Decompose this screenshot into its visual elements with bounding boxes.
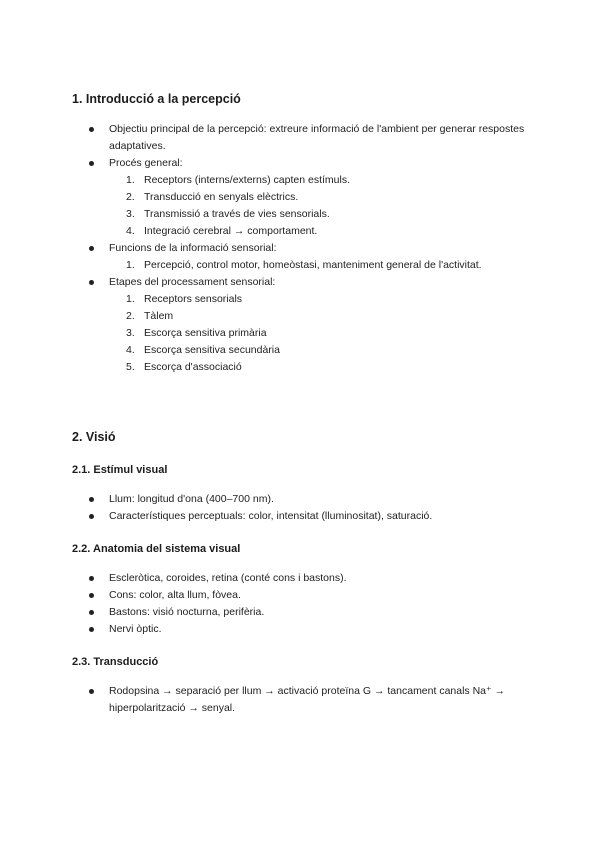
functions-label: Funcions de la informació sensorial:	[109, 242, 277, 254]
list-item: Característiques perceptuals: color, intensitat (lluminositat), saturació.	[72, 508, 532, 525]
list-item-objective: Objectiu principal de la percepció: extreure informació de l'ambient per generar respostes adaptatives.	[72, 121, 532, 155]
stage-item: 1. Receptors sensorials	[126, 293, 243, 305]
process-steps	[109, 172, 532, 240]
list-item: Cons: color, alta llum, fòvea.	[72, 587, 532, 604]
section-2-3-heading: 2.3. Transducció	[72, 656, 159, 668]
section-1-list	[72, 121, 532, 376]
section-2-1-list	[72, 491, 532, 525]
list-item: Llum: longitud d'ona (400–700 nm).	[72, 491, 532, 508]
list-item: Bastons: visió nocturna, perifèria.	[72, 604, 532, 621]
list-item-functions	[72, 240, 532, 274]
section-2-3-list	[72, 683, 532, 717]
process-step: 2. Transducció en senyals elèctrics.	[126, 191, 299, 203]
list-item: Escleròtica, coroides, retina (conté cons i bastons).	[72, 570, 532, 587]
list-item: Nervi òptic.	[72, 621, 532, 638]
stages-items	[109, 291, 532, 376]
function-item: 1. Percepció, control motor, homeòstasi, manteniment general de l'activitat.	[126, 259, 482, 271]
stage-item: 3. Escorça sensitiva primària	[126, 327, 267, 339]
process-label: Procés general:	[109, 157, 183, 169]
section-2-2-list	[72, 570, 532, 638]
process-step: 1. Receptors (interns/externs) capten estímuls.	[126, 174, 351, 186]
process-step: 4. Integració cerebral → comportament.	[126, 225, 318, 237]
process-step: 3. Transmissió a través de vies sensorials.	[126, 208, 330, 220]
functions-items	[109, 257, 532, 274]
section-1-heading: 1. Introducció a la percepció	[72, 92, 241, 106]
stage-item: 5. Escorça d'associació	[126, 361, 242, 373]
stage-item: 4. Escorça sensitiva secundària	[126, 344, 280, 356]
list-item: Rodopsina → separació per llum → activació proteïna G → tancament canals Na⁺ → hiperpolarització → senyal.	[72, 683, 532, 717]
stages-label: Etapes del processament sensorial:	[109, 276, 276, 288]
section-2-1-heading: 2.1. Estímul visual	[72, 464, 168, 476]
list-item-stages	[72, 274, 532, 376]
list-item-process	[72, 155, 532, 240]
section-2-heading: 2. Visió	[72, 430, 116, 444]
stage-item: 2. Tàlem	[126, 310, 174, 322]
section-2-2-heading: 2.2. Anatomia del sistema visual	[72, 543, 241, 555]
